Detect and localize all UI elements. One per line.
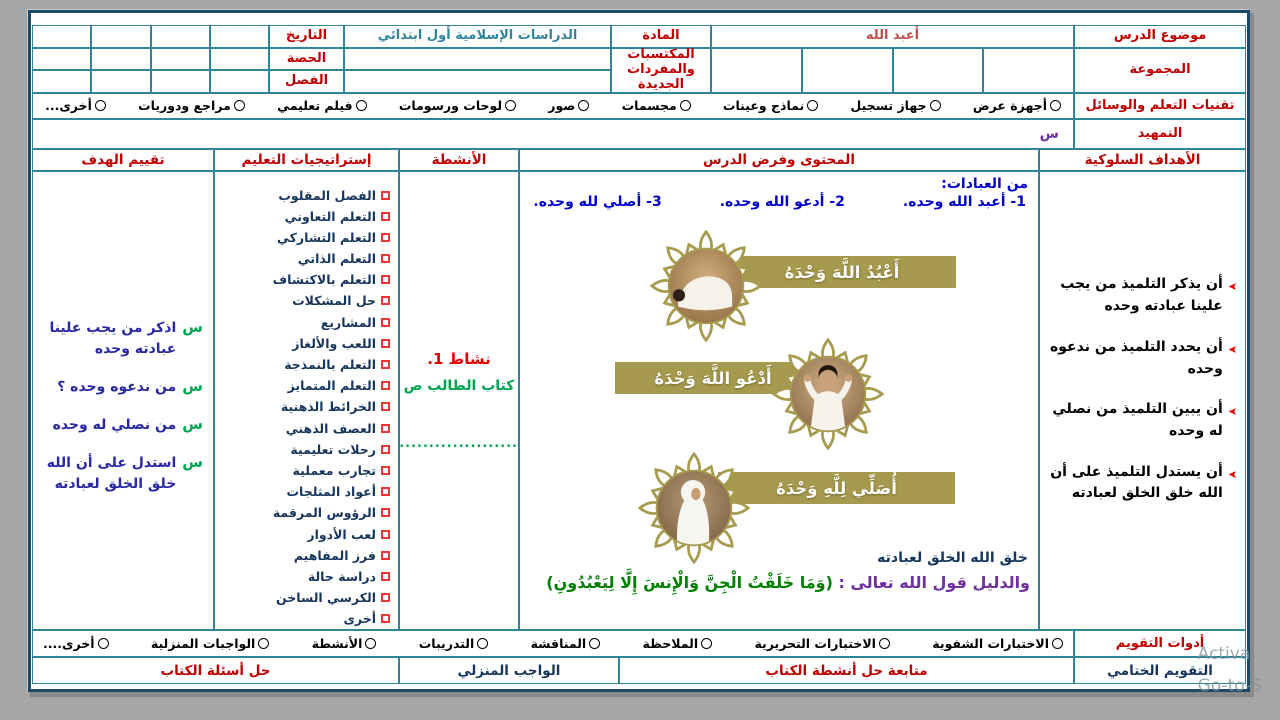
question-text: استدل على أن الله خلق الخلق لعبادته — [46, 455, 177, 493]
lesson-plan-document — [28, 10, 1250, 692]
media-option-label: مراجع ودوريات — [138, 98, 231, 114]
media-option[interactable] — [973, 98, 1061, 113]
strategy-item[interactable] — [217, 206, 390, 227]
objective-text: أن يذكر التلميذ من يجب علينا عبادته وحده — [1060, 276, 1223, 315]
period-empty-cell — [91, 48, 150, 70]
acquisition-empty-cell — [711, 48, 802, 93]
strategy-item[interactable] — [217, 418, 390, 439]
media-option[interactable] — [277, 98, 367, 113]
media-option[interactable] — [622, 98, 691, 113]
tool-option[interactable] — [754, 636, 890, 651]
header-activities: الأنشطة — [399, 149, 519, 172]
evaluation-question — [37, 377, 203, 398]
banner-worship: أَعْبُدُ اللَّهَ وَحْدَهُ — [728, 256, 956, 288]
tool-option-label: الأنشطة — [311, 636, 363, 652]
activity-page-dots: .................... — [399, 436, 518, 452]
conclusion-text: خلق الله الخلق لعبادته — [877, 550, 1028, 567]
checkbox-square-icon[interactable] — [381, 360, 390, 369]
checkbox-square-icon[interactable] — [381, 318, 390, 327]
tool-option[interactable] — [419, 636, 489, 651]
media-option[interactable] — [399, 98, 516, 113]
worship-item: 1- أعبد الله وحده. — [902, 194, 1026, 211]
strategy-label: لعب الأدوار — [307, 526, 376, 542]
period-empty-cell — [151, 48, 210, 70]
tool-option[interactable] — [643, 636, 713, 651]
banner-dua: أَدْعُو اللَّهَ وَحْدَهُ — [615, 362, 811, 394]
strategy-label: أخرى — [343, 611, 376, 627]
strategy-item[interactable] — [217, 312, 390, 333]
tool-option[interactable] — [312, 636, 377, 651]
worship-item: 3- أصلي لله وحده. — [533, 194, 662, 211]
radio-circle-icon[interactable] — [578, 100, 589, 111]
radio-circle-icon[interactable] — [258, 638, 269, 649]
strategy-label: التعلم بالاكتشاف — [272, 272, 376, 288]
dua-photo — [772, 338, 884, 450]
info-grid — [32, 25, 1246, 93]
strategy-label: تجارب معملية — [292, 462, 376, 478]
intro-label: التمهيد — [1074, 119, 1246, 149]
arrow-bullet-icon: ➤ — [1227, 467, 1237, 481]
class-empty-cell — [32, 70, 91, 93]
radio-circle-icon[interactable] — [879, 638, 890, 649]
strategy-item[interactable] — [217, 587, 390, 608]
evidence-line — [528, 571, 1030, 594]
objective-item — [1044, 337, 1237, 380]
strategy-item[interactable] — [217, 608, 390, 629]
strategy-label: أعواد المثلجات — [286, 484, 376, 500]
media-option[interactable] — [138, 98, 245, 113]
radio-circle-icon[interactable] — [234, 100, 245, 111]
date-empty-cell — [151, 25, 210, 48]
strategy-label: التعلم الذاتي — [297, 251, 376, 267]
evaluation-question — [37, 453, 203, 495]
strategy-label: دراسة حالة — [307, 568, 376, 584]
date-empty-cell — [32, 25, 91, 48]
media-option-label: فيلم تعليمي — [277, 98, 353, 114]
checkbox-square-icon[interactable] — [381, 466, 390, 475]
tool-option[interactable] — [531, 636, 601, 651]
checkbox-square-icon[interactable] — [381, 487, 390, 496]
activity-line: كتاب الطالب ص — [403, 378, 515, 395]
final-evaluation-row — [32, 657, 1246, 684]
class-empty-cell — [151, 70, 210, 93]
radio-circle-icon[interactable] — [1050, 100, 1061, 111]
activities-cell — [399, 171, 519, 630]
evaluation-question — [37, 415, 203, 436]
tool-option-label: المناقشة — [530, 636, 587, 652]
lesson-topic-value: أعبد الله — [711, 25, 1074, 48]
strategy-item[interactable] — [217, 248, 390, 269]
header-strategies: إستراتيجيات التعليم — [214, 149, 399, 172]
media-options — [32, 93, 1074, 119]
strategy-item[interactable] — [217, 545, 390, 566]
group-label: المجموعة — [1074, 48, 1246, 93]
evaluation-tools-row — [32, 630, 1246, 657]
sujood-photo — [650, 230, 762, 342]
period-label: الحصة — [269, 48, 344, 70]
tool-option[interactable] — [151, 636, 269, 651]
checkbox-square-icon[interactable] — [381, 254, 390, 263]
media-option[interactable] — [548, 98, 589, 113]
evidence-intro: والدليل قول الله تعالى : — [832, 573, 1030, 593]
objective-item — [1044, 274, 1237, 317]
worship-intro: من العبادات: — [941, 176, 1028, 193]
strategy-item[interactable] — [217, 290, 390, 311]
watermark-line2: Go-to-S — [1197, 676, 1262, 697]
media-option-label: لوحات ورسومات — [398, 98, 503, 114]
worship-items — [520, 192, 1038, 210]
question-text: من ندعوه وحده ؟ — [57, 379, 177, 396]
media-option-label: جهاز تسجيل — [850, 98, 927, 114]
final-eval-followup: متابعة حل أنشطة الكتاب — [619, 657, 1074, 684]
acquisitions-label: المكتسبات والمفردات الجديدة — [611, 48, 711, 93]
strategy-item[interactable] — [217, 481, 390, 502]
strategy-item[interactable] — [217, 523, 390, 544]
media-option-label: مجسمات — [621, 98, 677, 114]
media-label: تقنيات التعلم والوسائل — [1074, 93, 1246, 119]
tools-options — [32, 630, 1074, 657]
checkbox-square-icon[interactable] — [381, 212, 390, 221]
homework-value: حل أسئلة الكتاب — [32, 657, 399, 684]
class-label: الفصل — [269, 70, 344, 93]
tool-option-label: الاختبارات التحريرية — [754, 636, 876, 652]
question-prefix: س — [182, 415, 203, 434]
tools-label: أدوات التقويم — [1074, 630, 1246, 657]
media-option-label: أخرى... — [45, 98, 92, 114]
radio-circle-icon[interactable] — [807, 100, 818, 111]
tool-option[interactable] — [932, 636, 1063, 651]
checkbox-square-icon[interactable] — [381, 508, 390, 517]
evaluation-questions-cell — [32, 171, 214, 630]
objective-text: أن يبين التلميذ من نصلي له وحده — [1052, 401, 1223, 439]
homework-label: الواجب المنزلي — [399, 657, 619, 684]
media-option-label: نماذج وعينات — [722, 98, 805, 114]
period-empty-cell — [32, 48, 91, 70]
radio-circle-icon[interactable] — [95, 100, 106, 111]
tool-option-label: الاختبارات الشفوية — [932, 636, 1049, 652]
radio-circle-icon[interactable] — [680, 100, 691, 111]
strategies-cell — [214, 171, 399, 630]
media-option-label: أجهزة عرض — [972, 98, 1047, 114]
tool-option-label: التدريبات — [418, 636, 475, 652]
strategy-label: الكرسي الساخن — [276, 590, 376, 606]
question-text: من نصلي له وحده — [52, 417, 177, 434]
strategy-item[interactable] — [217, 439, 390, 460]
radio-circle-icon[interactable] — [505, 100, 516, 111]
strategy-item[interactable] — [217, 460, 390, 481]
question-prefix: س — [182, 318, 203, 337]
question-prefix: س — [182, 453, 203, 472]
strategy-label: المشاريع — [320, 314, 376, 330]
subject-value: الدراسات الإسلامية أول ابتدائي — [344, 25, 611, 48]
checkbox-square-icon[interactable] — [381, 593, 390, 602]
strategy-label: اللعب والألغاز — [292, 335, 376, 351]
quran-verse: (وَمَا خَلَقْتُ الْجِنَّ وَالْإِنسَ إِلَّا لِيَعْبُدُونِ) — [546, 573, 833, 593]
media-option[interactable] — [723, 98, 818, 113]
strategy-item[interactable] — [217, 269, 390, 290]
worship-item: 2- أدعو الله وحده. — [719, 194, 845, 211]
checkbox-square-icon[interactable] — [381, 191, 390, 200]
radio-circle-icon[interactable] — [477, 638, 488, 649]
objectives-cell — [1039, 171, 1246, 630]
acquisition-empty-cell — [802, 48, 893, 93]
objective-text: أن يحدد التلميذ من ندعوه وحده — [1050, 338, 1223, 377]
media-row — [32, 93, 1246, 119]
objective-item — [1044, 399, 1237, 442]
strategy-item[interactable] — [217, 396, 390, 417]
strategy-item[interactable] — [217, 375, 390, 396]
intro-row — [32, 119, 1246, 149]
tool-option-label: الواجبات المنزلية — [150, 636, 256, 652]
checkbox-square-icon[interactable] — [381, 445, 390, 454]
class-empty-cell — [210, 70, 269, 93]
strategy-label: التعلم بالنمذجة — [284, 357, 376, 373]
date-empty-cell — [210, 25, 269, 48]
checkbox-square-icon[interactable] — [381, 381, 390, 390]
question-prefix: س — [182, 377, 203, 396]
strategy-label: العصف الذهني — [285, 420, 376, 436]
radio-circle-icon[interactable] — [701, 638, 712, 649]
strategy-label: رحلات تعليمية — [290, 441, 376, 457]
radio-circle-icon[interactable] — [1052, 638, 1063, 649]
arrow-bullet-icon: ➤ — [1227, 405, 1237, 419]
radio-circle-icon[interactable] — [930, 100, 941, 111]
checkbox-square-icon[interactable] — [381, 424, 390, 433]
intro-value: س — [32, 119, 1074, 149]
strategy-item[interactable] — [217, 354, 390, 375]
empty-cell — [344, 48, 611, 70]
checkbox-square-icon[interactable] — [381, 402, 390, 411]
header-content: المحتوى وفرض الدرس — [519, 149, 1039, 172]
strategy-label: حل المشكلات — [292, 293, 376, 309]
date-label: التاريخ — [269, 25, 344, 48]
salah-photo — [638, 452, 750, 564]
empty-cell — [344, 70, 611, 93]
objective-item — [1044, 462, 1237, 505]
arrow-bullet-icon: ➤ — [1227, 280, 1237, 294]
checkbox-square-icon[interactable] — [381, 296, 390, 305]
checkbox-square-icon[interactable] — [381, 551, 390, 560]
strategy-item[interactable] — [217, 333, 390, 354]
strategy-label: الخرائط الذهنية — [280, 399, 376, 415]
arrow-bullet-icon: ➤ — [1227, 342, 1237, 356]
strategy-label: فرز المفاهيم — [293, 547, 376, 563]
banner-salah: أُصَلِّي لِلَّهِ وَحْدَهُ — [718, 472, 955, 504]
subject-label: المادة — [611, 25, 711, 48]
tool-option-label: أخرى.... — [43, 636, 95, 652]
strategy-label: التعلم التشاركي — [277, 229, 376, 245]
activity-title: نشاط 1. — [427, 350, 491, 369]
strategy-item[interactable] — [217, 566, 390, 587]
strategy-item[interactable] — [217, 227, 390, 248]
tool-option[interactable] — [43, 636, 109, 651]
watermark-line1: Activa — [1197, 644, 1251, 664]
strategy-item[interactable] — [217, 184, 390, 205]
tool-option-label: الملاحظة — [642, 636, 699, 652]
radio-circle-icon[interactable] — [98, 638, 109, 649]
checkbox-square-icon[interactable] — [381, 614, 390, 623]
header-objectives: الأهداف السلوكية — [1039, 149, 1246, 172]
final-eval-label: التقويم الختامي — [1074, 657, 1246, 684]
checkbox-square-icon[interactable] — [381, 233, 390, 242]
media-option[interactable] — [850, 98, 940, 113]
media-option[interactable] — [45, 98, 106, 113]
main-table-headers — [32, 149, 1246, 172]
strategy-label: الفصل المقلوب — [278, 187, 376, 203]
strategy-label: التعلم التعاوني — [284, 208, 376, 224]
question-text: اذكر من يجب علينا عبادته وحده — [49, 320, 177, 358]
date-empty-cell — [91, 25, 150, 48]
lesson-topic-label: موضوع الدرس — [1074, 25, 1246, 48]
acquisition-empty-cell — [983, 48, 1074, 93]
radio-circle-icon[interactable] — [589, 638, 600, 649]
header-evaluation: تقييم الهدف — [32, 149, 214, 172]
evaluation-question — [37, 318, 203, 360]
radio-circle-icon[interactable] — [356, 100, 367, 111]
strategy-item[interactable] — [217, 502, 390, 523]
checkbox-square-icon[interactable] — [381, 572, 390, 581]
strategy-label: التعلم المتمايز — [287, 378, 376, 394]
acquisition-empty-cell — [893, 48, 984, 93]
main-table-body — [32, 171, 1246, 630]
radio-circle-icon[interactable] — [365, 638, 376, 649]
checkbox-square-icon[interactable] — [381, 275, 390, 284]
class-empty-cell — [91, 70, 150, 93]
checkbox-square-icon[interactable] — [381, 339, 390, 348]
strategy-label: الرؤوس المرقمة — [272, 505, 376, 521]
media-option-label: صور — [548, 98, 576, 114]
content-cell — [519, 171, 1039, 630]
period-empty-cell — [210, 48, 269, 70]
objective-text: أن يستدل التلميذ على أن الله خلق الخلق لعبادته — [1050, 463, 1223, 502]
checkbox-square-icon[interactable] — [381, 530, 390, 539]
